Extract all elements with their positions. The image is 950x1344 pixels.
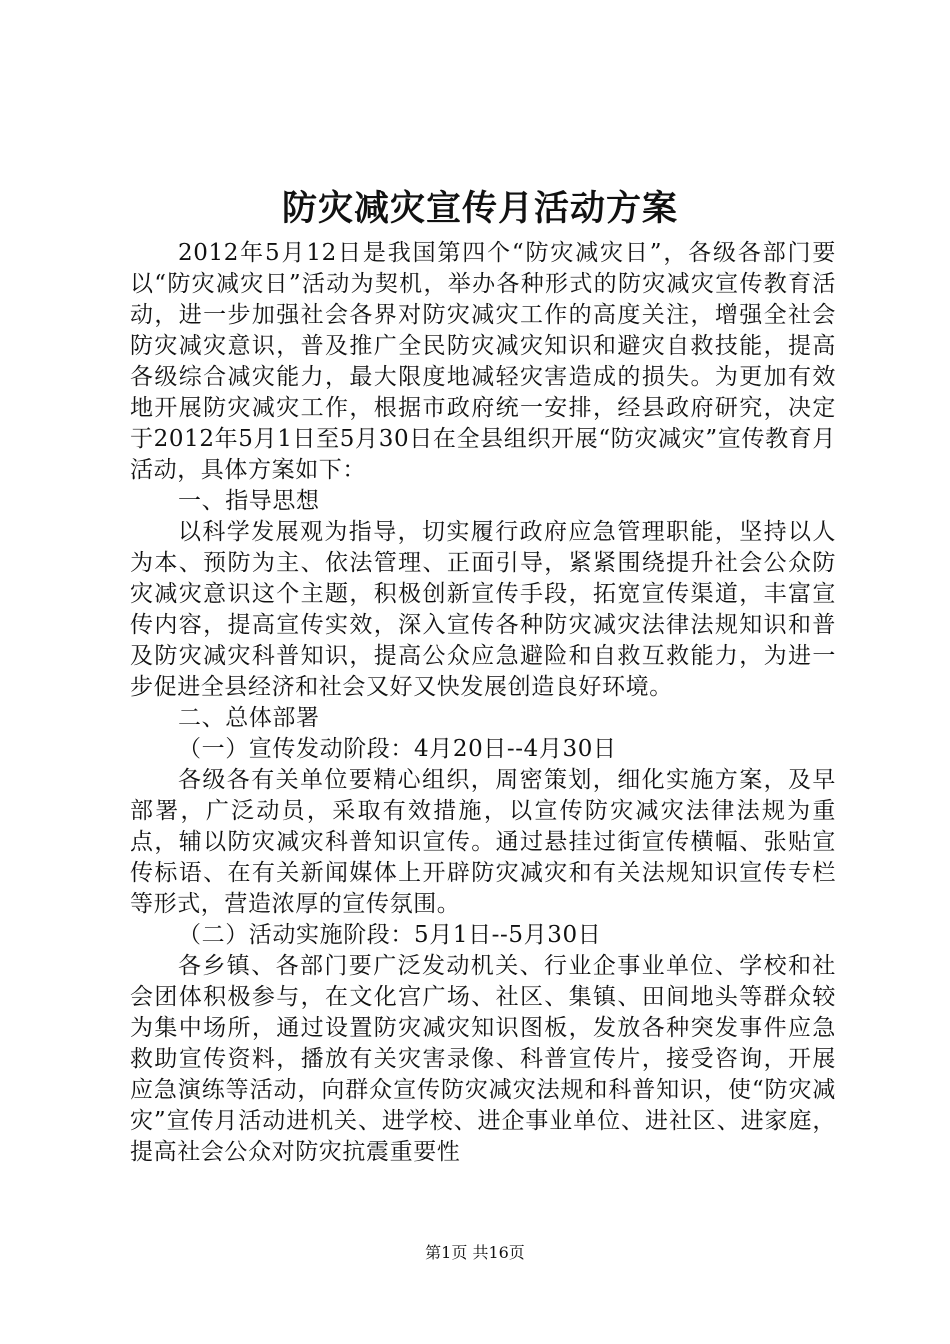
- heading-guiding-ideology: 一、指导思想: [178, 488, 320, 514]
- document-body: [130, 238, 836, 1168]
- subheading-implementation-phase: （二）活动实施阶段：5月1日--5月30日: [178, 922, 602, 948]
- page-footer: 第1页 共16页: [425, 1243, 525, 1262]
- subheading-publicity-phase: （一）宣传发动阶段：4月20日--4月30日: [178, 736, 617, 762]
- paragraph-publicity-phase: 各级各有关单位要精心组织，周密策划，细化实施方案，及早部署，广泛动员，采取有效措施，以宣传防灾减灾法律法规为重点，辅以防灾减灾科普知识宣传。通过悬挂过街宣传横幅、张贴宣传标语、在有关新闻媒体上开辟防灾减灾和有关法规知识宣传专栏等形式，营造浓厚的宣传氛围。: [130, 767, 836, 917]
- heading-overall-deployment: 二、总体部署: [178, 705, 320, 731]
- paragraph-intro: 2012年5月12日是我国第四个“防灾减灾日”，各级各部门要以“防灾减灾日”活动为契机，举办各种形式的防灾减灾宣传教育活动，进一步加强社会各界对防灾减灾工作的高度关注，增强全社会防灾减灾意识，普及推广全民防灾减灾知识和避灾自救技能，提高各级综合减灾能力，最大限度地减轻灾害造成的损失。为更加有效地开展防灾减灾工作，根据市政府统一安排，经县政府研究，决定于2012年5月1日至5月30日在全县组织开展“防灾减灾”宣传教育月活动，具体方案如下：: [130, 240, 836, 483]
- paragraph-guiding-ideology: 以科学发展观为指导，切实履行政府应急管理职能，坚持以人为本、预防为主、依法管理、正面引导，紧紧围绕提升社会公众防灾减灾意识这个主题，积极创新宣传手段，拓宽宣传渠道，丰富宣传内容，提高宣传实效，深入宣传各种防灾减灾法律法规知识和普及防灾减灾科普知识，提高公众应急避险和自救互救能力，为进一步促进全县经济和社会又好又快发展创造良好环境。: [130, 519, 836, 700]
- paragraph-implementation-phase: 各乡镇、各部门要广泛发动机关、行业企事业单位、学校和社会团体积极参与，在文化宫广场、社区、集镇、田间地头等群众较为集中场所，通过设置防灾减灾知识图板，发放各种突发事件应急救助宣传资料，播放有关灾害录像、科普宣传片，接受咨询，开展应急演练等活动，向群众宣传防灾减灾法规和科普知识，使“防灾减灾”宣传月活动进机关、进学校、进企事业单位、进社区、进家庭，提高社会公众对防灾抗震重要性: [130, 953, 836, 1165]
- document-title: 防灾减灾宣传月活动方案: [281, 188, 678, 229]
